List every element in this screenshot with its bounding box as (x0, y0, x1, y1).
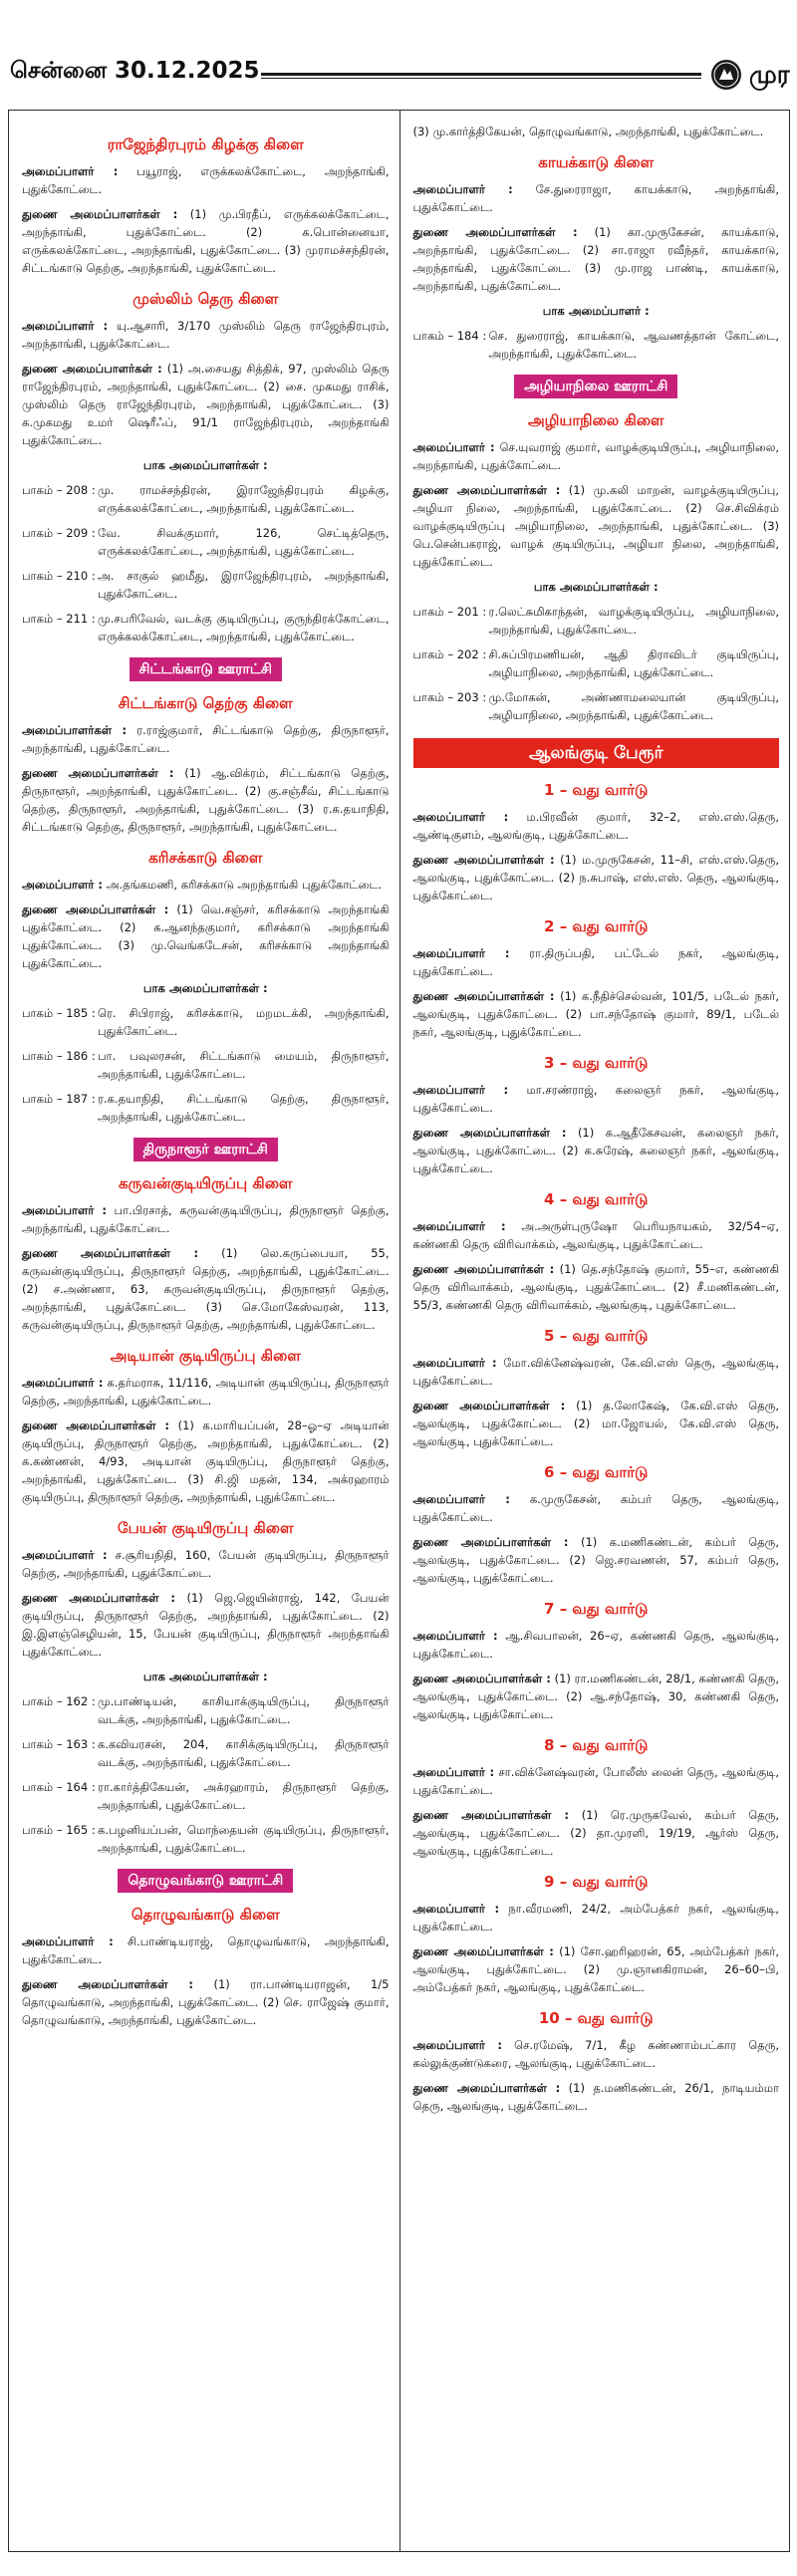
panchayat-banner: தொழுவங்காடு ஊராட்சி (118, 1869, 293, 1893)
continued-entry: (3) மு.கார்த்திகேயன், தொழுவங்காடு, அறந்தாங்கி, புதுக்கோட்டை. (412, 125, 764, 138)
booth-label: பாகம் – 209 : (22, 526, 96, 540)
booth-label: பாகம் – 210 : (22, 569, 96, 583)
branch-heading: 1 – வது வார்டு (544, 781, 649, 799)
role-label: துணை அமைப்பாளர்கள் : (412, 1808, 569, 1822)
right-column (399, 111, 790, 2551)
member-entry (413, 223, 780, 295)
member-entry (413, 481, 780, 571)
booth-label: பாகம் – 186 : (22, 1049, 96, 1063)
member-entry (413, 1217, 780, 1253)
member-entry (413, 851, 780, 904)
role-label: துணை அமைப்பாளர்கள் : (22, 1246, 199, 1260)
member-entry (22, 901, 390, 972)
role-label: அமைப்பாளர் : (412, 2038, 503, 2052)
member-details: சே.துரைராஜா, காயக்காடு, அறந்தாங்கி, புதுக்கோட்டை. (412, 182, 779, 214)
panchayat-banner-row (22, 1869, 390, 1893)
booth-details: மு.சபரிவேல், வடக்கு குடியிருப்பு, குருந்திரக்கோட்டை, எருக்கலக்கோட்டை, அறந்தாங்கி, புதுக்கோட்டை. (98, 612, 390, 644)
branch-heading: 10 – வது வார்டு (538, 2009, 654, 2027)
booth-entry (413, 645, 780, 681)
masthead-title: முர (749, 60, 790, 89)
booth-label: பாகம் – 184 : (412, 329, 487, 343)
role-label: அமைப்பாளர் : (22, 164, 119, 178)
booth-label: பாகம் – 164 : (22, 1780, 96, 1794)
role-label: துணை அமைப்பாளர்கள் : (412, 2081, 561, 2095)
member-entry (413, 1763, 780, 1799)
role-label: அமைப்பாளர் : (412, 182, 513, 196)
booth-label: பாகம் – 165 : (22, 1823, 96, 1837)
booth-entry (22, 1004, 390, 1040)
role-label: துணை அமைப்பாளர்கள் : (412, 225, 578, 239)
booth-details: க.கவியரசன், 204, காசிக்குடியிருப்பு, திருநாளூர் வடக்கு, அறந்தாங்கி, புதுக்கோட்டை. (98, 1737, 390, 1769)
member-details: (1) க.மணிகண்டன், கம்பர் தெரு, ஆலங்குடி, புதுக்கோட்டை. (2) ஜெ.சரவணன், 57, கம்பர் தெரு, ஆலங்குடி, புதுக்கோட்டை. (412, 1535, 779, 1585)
town-banner: ஆலங்குடி பேரூர் (413, 738, 780, 768)
member-details: மோ.விக்னேஷ்வரன், கே.வி.எஸ் தெரு, ஆலங்குடி, புதுக்கோட்டை. (412, 1356, 779, 1388)
booth-entry (22, 1692, 390, 1728)
role-label: துணை அமைப்பாளர்கள் : (22, 207, 178, 221)
booth-section-subheading: பாக அமைப்பாளர்கள் : (142, 458, 268, 472)
member-entry (22, 1417, 390, 1506)
member-details: ச.சூரியநிதி, 160, பேயன் குடியிருப்பு, திருநாளூர் தெற்கு, அறந்தாங்கி, புதுக்கோட்டை. (22, 1548, 390, 1580)
role-label: துணை அமைப்பாளர்கள் : (412, 483, 561, 497)
booth-label: பாகம் – 185 : (22, 1006, 96, 1020)
booth-details: சி.சுப்பிரமணியன், ஆதி திராவிடர் குடியிருப்பு, அழியாநிலை, அறந்தாங்கி, புதுக்கோட்டை. (488, 647, 779, 679)
member-details: (1) லெ.கருப்பையா, 55, கருவன்குடியிருப்பு, திருநாளூர் தெற்கு, அறந்தாங்கி, புதுக்கோட்டை. (2) ச.அண்ணா, 63, கருவன்குடியிருப்பு, திருநாளூர் தெற்கு, அறந்தாங்கி, புதுக்கோட்டை. (3) செ.மோகேஸ்வரன், 113, கருவன்குடியிருப்பு, திருநாளூர் தெற்கு, அறந்தாங்கி, புதுக்கோட்டை. (22, 1246, 390, 1332)
booth-details: பா. பவுலரசன், சிட்டங்காடு மையம், திருநாளூர், அறந்தாங்கி, புதுக்கோட்டை. (98, 1049, 390, 1081)
article-box (8, 110, 790, 2552)
member-entry (413, 1490, 780, 1526)
branch-heading: கருவன்குடியிருப்பு கிளை (119, 1174, 293, 1192)
role-label: அமைப்பாளர் : (22, 1376, 104, 1390)
role-label: துணை அமைப்பாளர்கள் : (22, 1977, 193, 1991)
member-entry (413, 1260, 780, 1314)
member-details: (1) ம.முருகேசன், 11–சி, எஸ்.எஸ்.தெரு, ஆலங்குடி, புதுக்கோட்டை. (2) ந.சுபாஷ், எஸ்.எஸ். தெரு, ஆலங்குடி, புதுக்கோட்டை. (412, 853, 779, 902)
role-label: துணை அமைப்பாளர்கள் : (412, 1672, 551, 1685)
booth-entry (413, 688, 780, 724)
branch-heading: 6 – வது வார்டு (544, 1463, 649, 1481)
member-entry (413, 1670, 780, 1723)
member-details: (1) க.நீதிச்செல்வன், 101/5, படேல் நகர், ஆலங்குடி, புதுக்கோட்டை. (2) பா.சந்தோஷ் குமார், 89/1, படேல் நகர், ஆலங்குடி, புதுக்கோட்டை. (412, 989, 779, 1039)
emblem-icon (710, 59, 742, 91)
member-details: (1) தெ.சந்தோஷ் குமார், 55–எ, கண்ணகி தெரு விரிவாக்கம், ஆலங்குடி, புதுக்கோட்டை. (2) சீ.மணிகண்டன், 55/3, கண்ணகி தெரு விரிவாக்கம், ஆலங்குடி, புதுக்கோட்டை. (412, 1262, 779, 1312)
member-details: (1) ரெ.முருகவேல், கம்பர் தெரு, ஆலங்குடி, புதுக்கோட்டை. (2) தா.முரளி, 19/19, ஆர்ஸ் தெரு, ஆலங்குடி, புதுக்கோட்டை. (412, 1808, 779, 1858)
booth-label: பாகம் – 162 : (22, 1694, 96, 1708)
branch-heading: 4 – வது வார்டு (544, 1190, 649, 1208)
booth-entry (413, 603, 780, 639)
role-label: அமைப்பாளர் : (412, 1083, 509, 1097)
member-entry (413, 2079, 780, 2115)
booth-label: பாகம் – 163 : (22, 1737, 96, 1751)
role-label: துணை அமைப்பாளர்கள் : (412, 853, 555, 867)
member-details: (1) அ.சையது சித்திக், 97, முஸ்லிம் தெரு ராஜேந்திரபுரம், அறந்தாங்கி, புதுக்கோட்டை. (2) சை. முகமது ராசிக், முஸ்லிம் தெரு ராஜேந்திரபுரம், அறந்தாங்கி, புதுக்கோட்டை. (3) க.முகமது உமர் ஷெரீஃப், 91/1 ராஜேந்திரபுரம், அறந்தாங்கி புதுக்கோட்டை. (22, 362, 390, 447)
role-label: அமைப்பாளர் : (22, 1934, 114, 1948)
member-details: ஆ.சிவபாலன், 26–ஏ, கண்ணகி தெரு, ஆலங்குடி, புதுக்கோட்டை. (412, 1629, 780, 1661)
branch-heading: 5 – வது வார்டு (544, 1327, 649, 1345)
booth-label: பாகம் – 208 : (22, 483, 96, 497)
member-details: (1) ரா.பாண்டியராஜன், 1/5 தொழுவங்காடு, அறந்தாங்கி, புதுக்கோட்டை. (2) செ. ராஜேஷ் குமார், தொழுவங்காடு, அறந்தாங்கி, புதுக்கோட்டை. (22, 1977, 390, 2027)
left-column (9, 111, 399, 2551)
member-entry (22, 162, 390, 198)
member-details: பயூராஜ், எருக்கலக்கோட்டை, அறந்தாங்கி, புதுக்கோட்டை. (22, 164, 390, 196)
booth-details: அ. சாகுல் ஹமீது, இராஜேந்திரபுரம், அறந்தாங்கி, புதுக்கோட்டை. (98, 569, 390, 601)
edition-city-date: சென்னை 30.12.2025 (10, 58, 260, 84)
member-entry (22, 1975, 390, 2029)
member-entry (413, 987, 780, 1041)
branch-heading: தொழுவங்காடு கிளை (131, 1906, 280, 1924)
panchayat-banner-row (22, 1138, 390, 1161)
role-label: அமைப்பாளர் : (412, 946, 510, 960)
booth-entry (22, 567, 390, 603)
booth-details: செ. துரைராஜ், காயக்காடு, ஆவணத்தான் கோட்டை, அறந்தாங்கி, புதுக்கோட்டை. (488, 329, 779, 361)
branch-heading: ராஜேந்திரபுரம் கிழக்கு கிளை (107, 135, 304, 153)
member-entry (22, 1244, 390, 1334)
member-details: நா.வீரமணி, 24/2, அம்பேத்கர் நகர், ஆலங்குடி, புதுக்கோட்டை. (412, 1902, 779, 1933)
member-details: (1) ஆ.விக்ரம், சிட்டங்காடு தெற்கு, திருநாளூர், அறந்தாங்கி, புதுக்கோட்டை. (2) கு.சஞ்சீவ், சிட்டங்காடு தெற்கு, திருநாளூர், அறந்தாங்கி, புதுக்கோட்டை. (3) ர.க.தயாநிதி, சிட்டங்காடு தெற்கு, திருநாளூர், அறந்தாங்கி, புதுக்கோட்டை. (22, 766, 390, 834)
branch-heading: முஸ்லிம் தெரு கிளை (133, 290, 279, 308)
role-label: துணை அமைப்பாளர்கள் : (22, 1418, 170, 1432)
member-entry (22, 876, 390, 894)
booth-label: பாகம் – 203 : (412, 690, 487, 704)
booth-entry (22, 1047, 390, 1083)
panchayat-banner-row (22, 657, 390, 681)
booth-entry (22, 1090, 390, 1126)
role-label: துணை அமைப்பாளர்கள் : (412, 989, 555, 1003)
member-details: (1) த.லோகேஷ், கே.வி.எஸ் தெரு, ஆலங்குடி, புதுக்கோட்டை. (2) மா.ஜோயல், கே.வி.எஸ் தெரு, ஆலங்குடி, புதுக்கோட்டை. (412, 1399, 779, 1448)
role-label: அமைப்பாளர் : (22, 878, 104, 892)
member-entry (22, 764, 390, 836)
booth-details: ரெ. சிபிராஜ், கரிசக்காடு, மறமடக்கி, அறந்தாங்கி, புதுக்கோட்டை. (98, 1006, 390, 1038)
role-label: அமைப்பாளர் : (412, 1629, 498, 1643)
member-details: (1) க.மாரியப்பன், 28–ஓ–ஏ அடியான் குடியிருப்பு, திருநாளூர் தெற்கு, அறந்தாங்கி, புதுக்கோட்டை. (2) க.கண்ணன், 4/93, அடியான் குடியிருப்பு, திருநாளூர் தெற்கு, அறந்தாங்கி, புதுக்கோட்டை. (3) சி.ஜி மதன், 134, அக்ரஹாரம் குடியிருப்பு, திருநாளூர் தெற்கு, அறந்தாங்கி, புதுக்கோட்டை. (22, 1418, 390, 1504)
panchayat-banner: அழியாநிலை ஊராட்சி (514, 375, 677, 398)
member-details: (1) க.ஆதீகேசவன், கலைஞர் நகர், ஆலங்குடி, புதுக்கோட்டை. (2) க.சுரேஷ், கலைஞர் நகர், ஆலங்குடி, புதுக்கோட்டை. (412, 1126, 779, 1175)
member-details: (1) த.மணிகண்டன், 26/1, நாடியம்மா தெரு, ஆலங்குடி, புதுக்கோட்டை. (412, 2081, 779, 2113)
member-entry (22, 1374, 390, 1410)
branch-heading: சிட்டங்காடு தெற்கு கிளை (118, 694, 293, 712)
member-entry (22, 317, 390, 353)
member-details: சி.பாண்டியராஜ், தொழுவங்காடு, அறந்தாங்கி, புதுக்கோட்டை. (22, 1934, 390, 1966)
role-label: துணை அமைப்பாளர்கள் : (22, 362, 162, 376)
member-entry (22, 1589, 390, 1661)
role-label: அமைப்பாளர் : (412, 1219, 506, 1233)
role-label: அமைப்பாளர்கள் : (22, 723, 128, 737)
masthead-clip (749, 56, 797, 96)
member-entry (22, 1932, 390, 1968)
booth-label: பாகம் – 211 : (22, 612, 96, 626)
role-label: அமைப்பாளர் : (412, 440, 495, 454)
booth-section-subheading: பாக அமைப்பாளர்கள் : (142, 1670, 268, 1683)
branch-heading: 7 – வது வார்டு (544, 1600, 649, 1618)
booth-entry (22, 1778, 390, 1814)
branch-heading: காயக்காடு கிளை (538, 153, 655, 171)
page-header (0, 56, 797, 96)
booth-section-subheading: பாக அமைப்பாளர்கள் : (533, 580, 659, 594)
branch-heading: அடியான் குடியிருப்பு கிளை (110, 1347, 301, 1365)
booth-label: பாகம் – 202 : (412, 647, 487, 661)
member-details: அ.அருள்புருஷோ பெரியநாயகம், 32/54–ஏ, கண்ணகி தெரு விரிவாக்கம், ஆலங்குடி, புதுக்கோட்டை. (412, 1219, 780, 1251)
booth-entry (22, 1821, 390, 1857)
member-details: (1) ரா.மணிகண்டன், 28/1, கண்ணகி தெரு, ஆலங்குடி, புதுக்கோட்டை. (2) ஆ.சந்தோஷ், 30, கண்ணகி தெரு, ஆலங்குடி, புதுக்கோட்டை. (412, 1672, 779, 1721)
branch-heading: கரிசக்காடு கிளை (148, 849, 263, 867)
member-details: ர.ராஜ்குமார், சிட்டங்காடு தெற்கு, திருநாளூர், அறந்தாங்கி, புதுக்கோட்டை. (22, 723, 390, 755)
role-label: துணை அமைப்பாளர்கள் : (22, 1591, 175, 1605)
member-entry (22, 205, 390, 277)
member-entry (413, 1900, 780, 1935)
member-details: யு.ஆசாரி, 3/170 முஸ்லிம் தெரு ராஜேந்திரபுரம், அறந்தாங்கி, புதுக்கோட்டை. (22, 319, 390, 351)
member-entry (22, 1201, 390, 1237)
member-details: ம.பிரவீன் குமார், 32–2, எஸ்.எஸ்.தெரு, ஆண்டிகுளம், ஆலங்குடி, புதுக்கோட்டை. (412, 810, 779, 842)
booth-details: வே. சிவக்குமார், 126, செட்டித்தெரு, எருக்கலக்கோட்டை, அறந்தாங்கி, புதுக்கோட்டை. (98, 526, 390, 558)
booth-entry (413, 327, 780, 363)
member-details: மா.சரண்ராஜ், கலைஞர் நகர், ஆலங்குடி, புதுக்கோட்டை. (412, 1083, 779, 1115)
branch-heading: 8 – வது வார்டு (544, 1736, 649, 1754)
panchayat-banner: சிட்டங்காடு ஊராட்சி (130, 657, 282, 681)
member-entry (413, 944, 780, 980)
member-entry (413, 1942, 780, 1996)
panchayat-banner: திருநாளூர் ஊராட்சி (133, 1138, 278, 1161)
booth-details: ரா.கார்த்திகேயன், அக்ரஹாரம், திருநாளூர் தெற்கு, அறந்தாங்கி, புதுக்கோட்டை. (98, 1780, 390, 1812)
booth-details: க.பழனியப்பன், மொந்தையன் குடியிருப்பு, திருநாளூர், அறந்தாங்கி, புதுக்கோட்டை. (98, 1823, 390, 1855)
member-entry (413, 808, 780, 844)
booth-entry (22, 1735, 390, 1771)
member-entry (413, 2036, 780, 2072)
member-details: க.முருகேசன், கம்பர் தெரு, ஆலங்குடி, புதுக்கோட்டை. (412, 1492, 780, 1524)
member-entry (413, 1806, 780, 1860)
role-label: அமைப்பாளர் : (412, 1902, 500, 1916)
role-label: துணை அமைப்பாளர்கள் : (412, 1399, 566, 1413)
member-details: க.தர்மராசு, 11/116, அடியான் குடியிருப்பு, திருநாளூர் தெற்கு, அறந்தாங்கி, புதுக்கோட்டை. (22, 1376, 390, 1408)
booth-details: மு. ராமச்சந்திரன், இராஜேந்திரபுரம் கிழக்கு, எருக்கலக்கோட்டை, அறந்தாங்கி, புதுக்கோட்டை. (98, 483, 390, 515)
member-entry (413, 180, 780, 216)
booth-label: பாகம் – 187 : (22, 1092, 96, 1106)
member-details: ரா.திருப்பதி, பட்டேல் நகர், ஆலங்குடி, புதுக்கோட்டை. (412, 946, 779, 978)
role-label: அமைப்பாளர் : (412, 810, 509, 824)
branch-heading: 2 – வது வார்டு (544, 917, 649, 935)
booth-label: பாகம் – 201 : (412, 605, 487, 619)
member-details: (1) மு.கலி மாறன், வாழக்குடியிருப்பு, அழியா நிலை, அறந்தாங்கி, புதுக்கோட்டை. (2) செ.சிவிக்ரம் வாழக்குடியிருப்பு அழியாநிலை, அறந்தாங்கி, புதுக்கோட்டை. (3) பெ.சென்பகராஜ், வாழக் குடியிருப்பு, அழியா நிலை, அறந்தாங்கி, புதுக்கோட்டை. (412, 483, 779, 569)
role-label: அமைப்பாளர் : (412, 1492, 510, 1506)
member-entry (22, 360, 390, 449)
role-label: அமைப்பாளர் : (412, 1765, 495, 1779)
booth-entry (22, 610, 390, 645)
member-entry (22, 1546, 390, 1582)
member-entry (413, 438, 780, 474)
role-label: அமைப்பாளர் : (22, 1203, 107, 1217)
member-entry (413, 1124, 780, 1177)
member-entry (22, 721, 390, 757)
member-details: (1) சோ.ஹரிஹரன், 65, அம்பேத்கர் நகர், ஆலங்குடி, புதுக்கோட்டை. (2) மு.ஞானகிராமன், 26–60–பி, அம்பேத்கர் நகர், ஆலங்குடி, புதுக்கோட்டை. (412, 1944, 780, 1994)
booth-details: ர.லெட்சுமிகாந்தன், வாழக்குடியிருப்பு, அழியாநிலை, அறந்தாங்கி, புதுக்கோட்டை. (488, 605, 779, 637)
branch-heading: 3 – வது வார்டு (544, 1054, 649, 1072)
member-details: அ.தங்கமணி, கரிசக்காடு அறந்தாங்கி புதுக்கோட்டை. (106, 878, 383, 892)
branch-heading: பேயன் குடியிருப்பு கிளை (118, 1519, 294, 1537)
branch-heading: 9 – வது வார்டு (544, 1873, 649, 1891)
role-label: துணை அமைப்பாளர்கள் : (412, 1262, 555, 1276)
member-entry (413, 1081, 780, 1117)
booth-section-subheading: பாக அமைப்பாளர் : (542, 304, 650, 318)
role-label: அமைப்பாளர் : (22, 1548, 108, 1562)
member-entry (413, 1397, 780, 1450)
member-entry (413, 1354, 780, 1390)
member-entry (413, 1627, 780, 1663)
role-label: துணை அமைப்பாளர்கள் : (412, 1944, 554, 1958)
booth-details: மு.மோகன், அண்ணாமலையான் குடியிருப்பு, அழியாநிலை, அறந்தாங்கி, புதுக்கோட்டை. (488, 690, 779, 722)
role-label: துணை அமைப்பாளர்கள் : (412, 1126, 567, 1140)
role-label: அமைப்பாளர் : (412, 1356, 497, 1370)
role-label: துணை அமைப்பாளர்கள் : (22, 902, 169, 916)
booth-section-subheading: பாக அமைப்பாளர்கள் : (142, 981, 268, 995)
role-label: துணை அமைப்பாளர்கள் : (412, 1535, 569, 1549)
role-label: துணை அமைப்பாளர்கள் : (22, 766, 174, 780)
header-rule (261, 73, 701, 79)
member-details: பா.பிரசாத், கருவன்குடியிருப்பு, திருநாளூர் தெற்கு, அறந்தாங்கி, புதுக்கோட்டை. (22, 1203, 390, 1235)
booth-details: மு.பாண்டியன், காசியாக்குடியிருப்பு, திருநாளூர் வடக்கு, அறந்தாங்கி, புதுக்கோட்டை. (98, 1694, 390, 1726)
booth-entry (22, 524, 390, 560)
member-details: செ.யுவராஜ் குமார், வாழக்குடியிருப்பு, அழியாநிலை, அறந்தாங்கி, புதுக்கோட்டை. (412, 440, 779, 472)
member-details: செ.ரமேஷ், 7/1, கீழ கண்ணாம்பட்கார தெரு, கல்லுக்குண்டுகரை, ஆலங்குடி, புதுக்கோட்டை. (412, 2038, 779, 2070)
booth-entry (22, 481, 390, 517)
member-details: (1) ஜெ.ஜெயின்ராஜ், 142, பேயன் குடியிருப்பு, திருநாளூர் தெற்கு, அறந்தாங்கி, புதுக்கோட்டை. (2) இ.இளஞ்செழியன், 15, பேயன் குடியிருப்பு, திருநாளூர் அறந்தாங்கி புதுக்கோட்டை. (22, 1591, 390, 1659)
member-entry (413, 1533, 780, 1587)
panchayat-banner-row (413, 375, 780, 398)
member-details: சா.விக்னேஷ்வரன், போலீஸ் லைன் தெரு, ஆலங்குடி, புதுக்கோட்டை. (412, 1765, 780, 1797)
member-details: (1) மு.பிரதீப், எருக்கலக்கோட்டை, அறந்தாங்கி, புதுக்கோட்டை. (2) க.பொன்னையா, எருக்கலக்கோட்டை, அறந்தாங்கி, புதுக்கோட்டை. (3) முராமச்சந்திரன், சிட்டங்காடு தெற்கு, அறந்தாங்கி, புதுக்கோட்டை. (22, 207, 390, 275)
member-details: (1) வெ.சஞ்சர், கரிசக்காடு அறந்தாங்கி புதுக்கோட்டை. (2) க.ஆனந்தகுமார், கரிசக்காடு அறந்தாங்கி புதுக்கோட்டை. (3) மு.வெங்கடேசன், கரிசக்காடு அறந்தாங்கி புதுக்கோட்டை. (22, 902, 390, 970)
booth-details: ர.க.தயாநிதி, சிட்டங்காடு தெற்கு, திருநாளூர், அறந்தாங்கி, புதுக்கோட்டை. (98, 1092, 390, 1124)
role-label: அமைப்பாளர் : (22, 319, 109, 333)
branch-heading: அழியாநிலை கிளை (528, 411, 664, 429)
member-details: (1) கா.முருகேசன், காயக்காடு, அறந்தாங்கி, புதுக்கோட்டை. (2) சா.ராஜா ரவீந்தர், காயக்காடு, அறந்தாங்கி, புதுக்கோட்டை. (3) மு.ராஜ பாண்டி, காயக்காடு, அறந்தாங்கி, புதுக்கோட்டை. (412, 225, 780, 293)
